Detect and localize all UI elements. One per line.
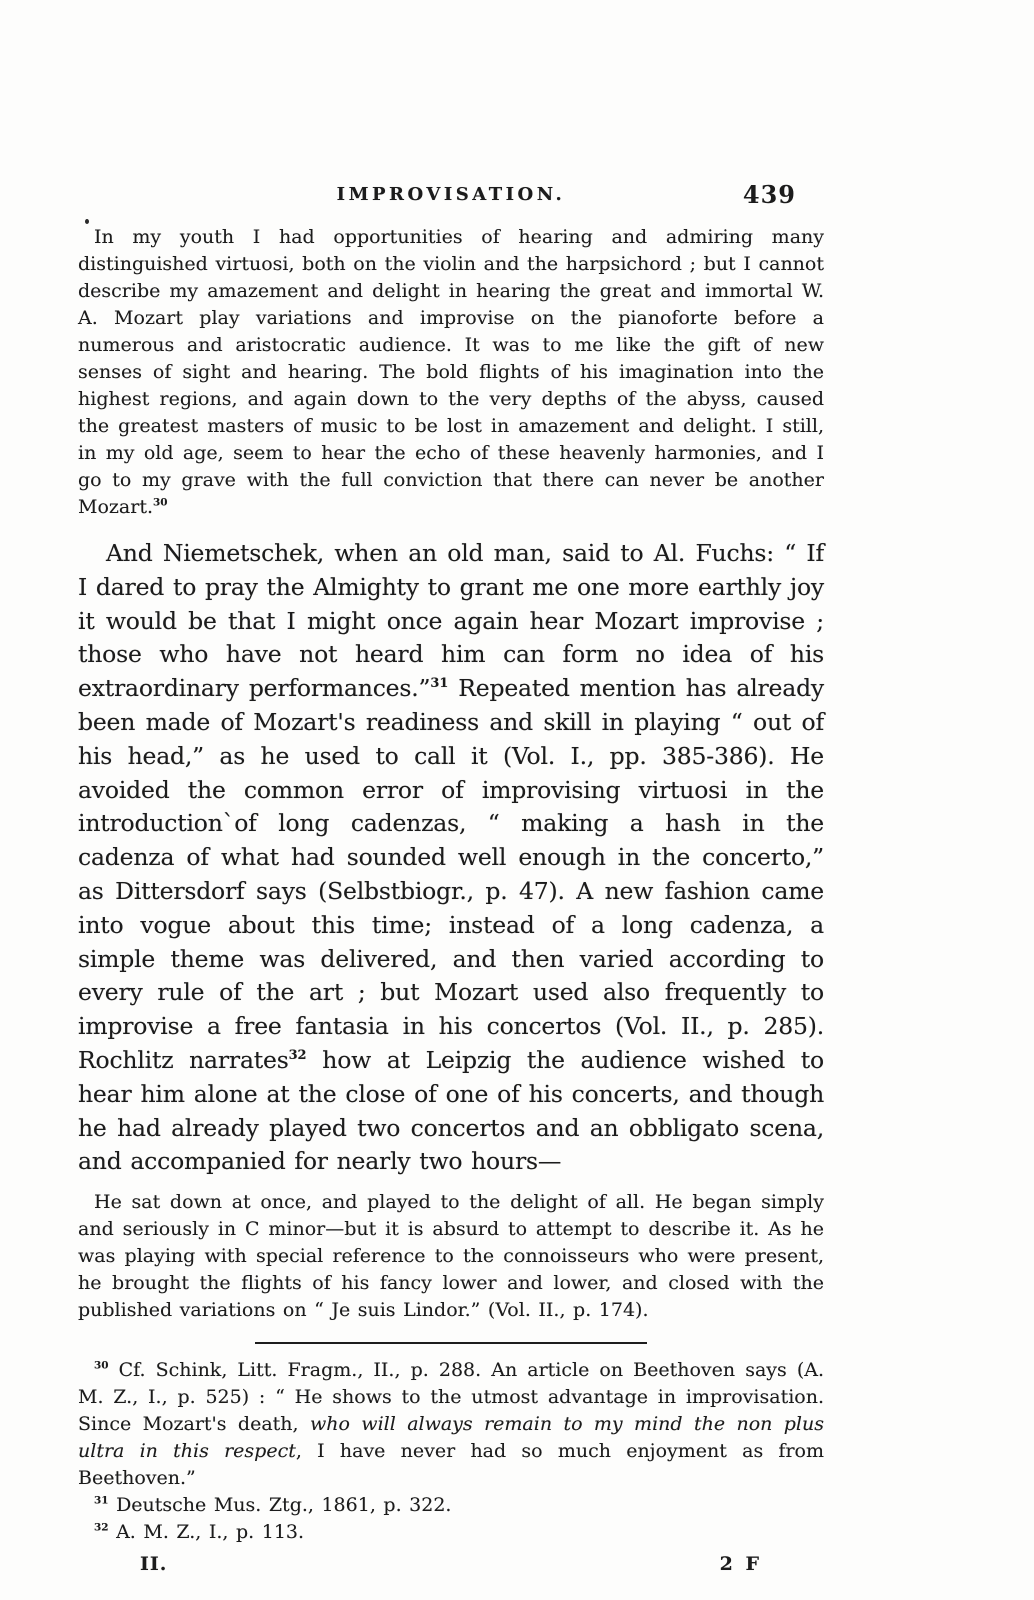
text-column <box>78 0 824 1579</box>
volume-signature: II. <box>140 1553 168 1576</box>
footnotes-section <box>78 1357 824 1546</box>
running-title: IMPROVISATION. <box>336 184 566 205</box>
main-paragraph: And Niemetschek, when an old man, said to Al. Fuchs: “ If I dared to pray the Almighty to grant me one more earthly joy it would be that I might once again hear Mozart improvise ; those who have not heard him can form no idea of his extraordinary performances.”$^{31}$ Repeated mention has already been made of Mozart's readiness and skill in playing “ out of his head,” as he used to call it (Vol. I., pp. 385-386). He avoided the common error of improvising virtuosi in the introduction`of long cadenzas, “ making a hash in the cadenza of what had sounded well enough in the concerto,” as Dittersdorf says (Selbstbiogr., p. 47). A new fashion came into vogue about this time; instead of a long cadenza, a simple theme was delivered, and then varied according to every rule of the art ; but Mozart used also frequently to improvise a free fantasia in his concertos (Vol. II., p. 285). Rochlitz narrates$^{32}$ how at Leipzig the audience wished to hear him alone at the close of one of his concerts, and though he had already played two concertos and an obbligato scena, and accompanied for nearly two hours— <box>78 539 824 1176</box>
footnote-divider <box>255 1342 647 1344</box>
printer-signature: 2 F <box>719 1553 762 1576</box>
page-footer <box>78 1553 824 1579</box>
block-quote-memoir: In my youth I had opportunities of hearing and admiring many distinguished virtuosi, both on the violin and the harpsichord ; but I cannot describe my amazement and delight in hearing the great and immortal W. A. Mozart play variations and improvise on the pianoforte before a numerous and aristocratic audience. It was to me like the gift of new senses of sight and hearing. The bold flights of his imagination into the highest regions, and again down to the very depths of the abyss, caused the greatest masters of music to be lost in amazement and delight. I still, in my old age, seem to hear the echo of these heavenly harmonies, and I go to my grave with the full conviction that there can never be another Mozart.$^{30}$ <box>78 226 824 518</box>
block-quote-rochlitz: He sat down at once, and played to the delight of all. He began simply and seriously in C minor—but it is absurd to attempt to describe it. As he was playing with special reference to the connoisseurs who were present, he brought the flights of his fancy lower and lower, and closed with the published variations on “ Je suis Lindor.” (Vol. II., p. 174). <box>78 1191 824 1322</box>
footnote-31: $^{31}$ Deutsche Mus. Ztg., 1861, p. 322. <box>94 1494 452 1517</box>
footnote-32: $^{32}$ A. M. Z., I., p. 113. <box>94 1521 305 1544</box>
page-number: 439 <box>742 180 796 209</box>
page-header <box>78 180 824 212</box>
footnote-30: $^{30}$ Cf. Schink, Litt. Fragm., II., p. 288. An article on Beethoven says (A. M. Z., I., p. 525) : “ He shows to the utmost advantage in improvisation. Since Mozart's death, who will always remain to my mind the non plus ultra in this respect, I have never had so much enjoyment as from Beethoven.” <box>78 1359 824 1490</box>
